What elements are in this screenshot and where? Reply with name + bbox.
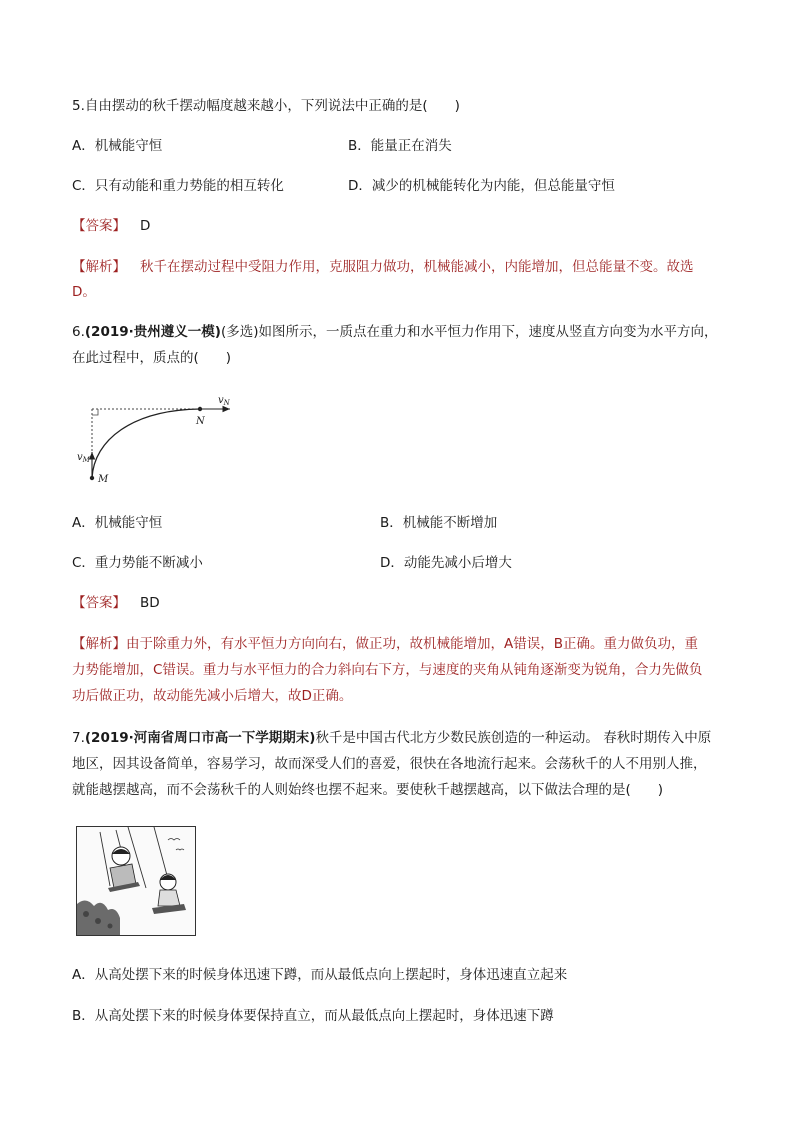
analysis-tag: 【解析】: [72, 259, 126, 275]
q6-option-c: C．重力势能不断减小: [72, 555, 203, 571]
trajectory-curve: [92, 409, 200, 478]
q6-option-d: D．动能先减小后增大: [380, 555, 512, 571]
q7-source: (2019·河南省周口市高一下学期期末): [84, 730, 316, 746]
q7-stem-line-1: [72, 728, 711, 748]
q6-stem-text: (多选)如图所示，一质点在重力和水平恒力作用下，速度从竖直方向变为水平方向，: [220, 324, 718, 340]
q7-stem-line-3: 就能越摆越高，而不会荡秋千的人则始终也摆不起来。要使秋千越摆越高，以下做法合理的是( ): [72, 782, 664, 798]
q5-analysis-line-2: D。: [72, 284, 96, 300]
label-vm: $v_M$: [77, 452, 90, 464]
q5-option-c: C．只有动能和重力势能的相互转化: [72, 178, 284, 194]
q6-analysis-line-3: 功后做正功，故动能先减小后增大，故D正确。: [72, 688, 353, 704]
q7-stem-line-2: 地区，因其设备简单，容易学习，故而深受人们的喜爱，很快在各地流行起来。会荡秋千的人不用别人推，: [72, 756, 707, 772]
q6-trajectory-figure: [72, 390, 242, 490]
q6-answer: [72, 593, 160, 613]
analysis-tag: 【解析】: [72, 636, 126, 652]
q7-number: 7.: [72, 730, 85, 746]
answer-value: D: [140, 218, 151, 234]
q6-stem-line-2: 在此过程中，质点的( ): [72, 350, 232, 366]
q5-stem: 5.自由摆动的秋千摆动幅度越来越小，下列说法中正确的是( ): [72, 98, 460, 114]
q6-analysis-line-1: [72, 634, 698, 654]
label-m: M: [98, 474, 109, 485]
q5-option-d: D．减少的机械能转化为内能，但总能量守恒: [348, 178, 615, 194]
answer-tag: 【答案】: [72, 218, 126, 234]
q6-analysis-line-2: 力势能增加，C错误。重力与水平恒力的合力斜向右下方，与速度的夹角从钝角逐渐变为锐角，合力先做负: [72, 662, 703, 678]
q7-option-b: B．从高处摆下来的时候身体要保持直立，而从最低点向上摆起时，身体迅速下蹲: [72, 1008, 554, 1024]
q6-stem-line-1: [72, 322, 717, 342]
answer-tag: 【答案】: [72, 595, 126, 611]
label-n: N: [196, 416, 205, 427]
point-n: [198, 407, 202, 411]
point-m: [90, 476, 94, 480]
analysis-text: 秋千在摆动过程中受阻力作用，克服阻力做功，机械能减小，内能增加，但总能量不变。故选: [140, 259, 694, 275]
q6-option-a: A．机械能守恒: [72, 515, 163, 531]
q6-number: 6.: [72, 324, 85, 340]
label-vn: $v_N$: [218, 395, 230, 407]
q6-option-b: B．机械能不断增加: [380, 515, 498, 531]
q5-analysis-line-1: [72, 257, 694, 277]
q7-option-a: A．从高处摆下来的时候身体迅速下蹲，而从最低点向上摆起时，身体迅速直立起来: [72, 967, 568, 983]
q5-option-a: A．机械能守恒: [72, 138, 163, 154]
analysis-text: 由于除重力外，有水平恒力方向向右，做正功，故机械能增加，A错误，B正确。重力做负功，重: [126, 636, 698, 652]
q5-option-b: B．能量正在消失: [348, 138, 452, 154]
q5-answer: [72, 216, 150, 236]
q7-swing-illustration: [76, 826, 196, 936]
right-angle-mark: [92, 409, 98, 415]
q7-stem-text: 秋千是中国古代北方少数民族创造的一种运动。 春秋时期传入中原: [315, 730, 712, 746]
q6-source: (2019·贵州遵义一模): [84, 324, 221, 340]
answer-value: BD: [140, 595, 160, 611]
